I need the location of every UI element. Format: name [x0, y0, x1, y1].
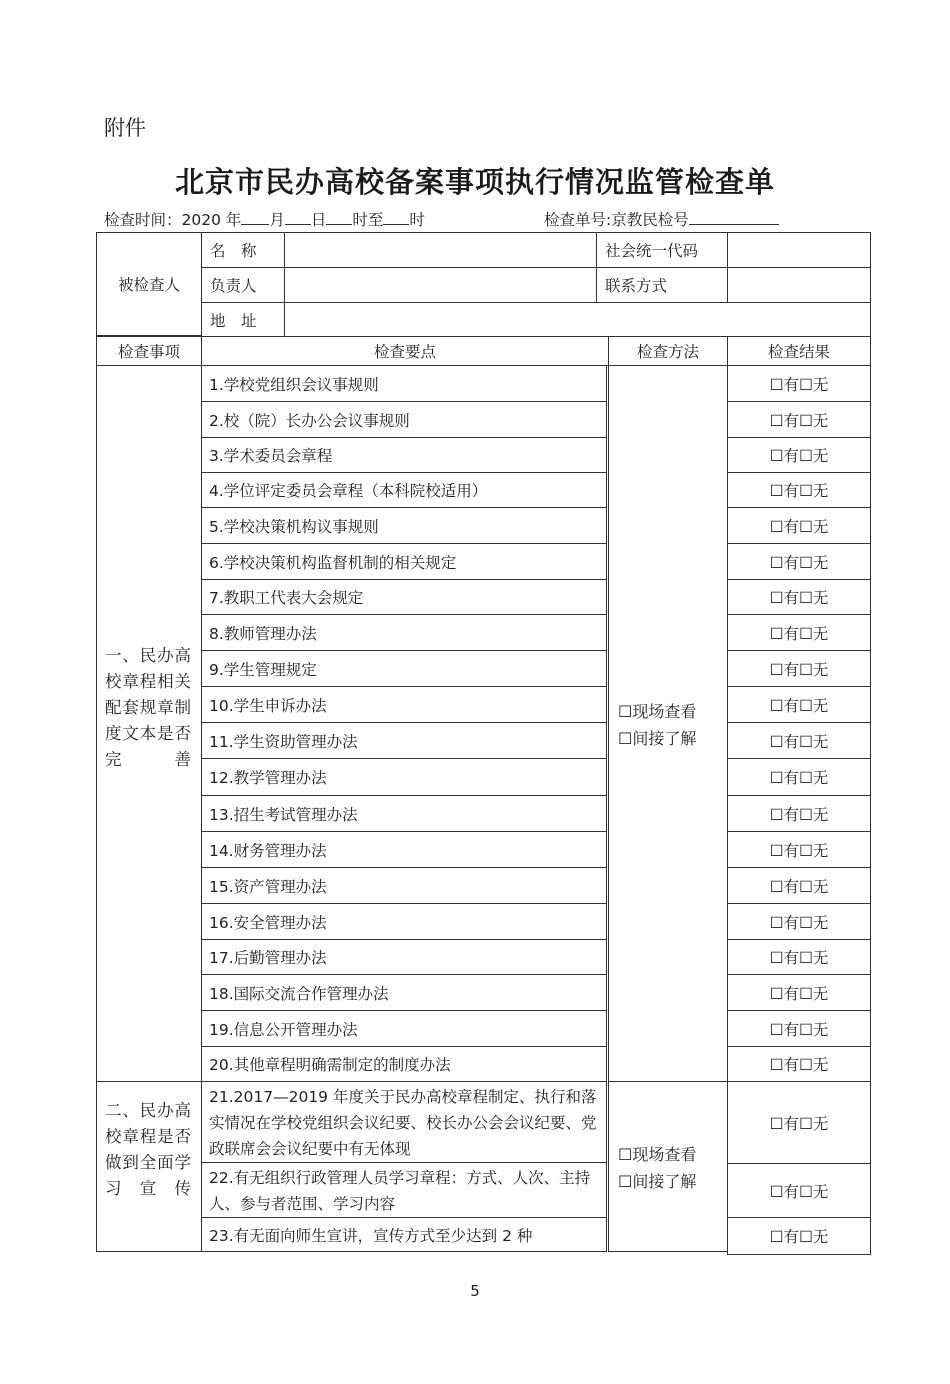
section1-method	[618, 698, 696, 752]
result-checkbox[interactable]: ☐有☐无	[727, 1217, 871, 1255]
result-checkbox[interactable]: ☐有☐无	[727, 472, 871, 508]
time-label: 检查时间：2020 年	[104, 211, 242, 229]
attachment-label: 附件	[104, 116, 146, 140]
result-checkbox[interactable]: ☐有☐无	[727, 650, 871, 687]
check-item: 4.学位评定委员会章程（本科院校适用）	[201, 472, 607, 508]
result-checkbox[interactable]: ☐有☐无	[727, 903, 871, 940]
check-item: 21.2017—2019 年度关于民办高校章程制定、执行和落实情况在学校党组织会议纪要、校长办公会会议纪要、党政联席会会议纪要中有无体现	[201, 1081, 607, 1163]
result-checkbox[interactable]: ☐有☐无	[727, 974, 871, 1011]
result-checkbox[interactable]: ☐有☐无	[727, 831, 871, 868]
page-number: 5	[470, 1282, 480, 1300]
section2-method	[618, 1141, 696, 1195]
check-item: 9.学生管理规定	[201, 650, 607, 687]
check-item: 22.有无组织行政管理人员学习章程：方式、人次、主持人、参与者范围、学习内容	[201, 1162, 607, 1218]
method-onsite-checkbox[interactable]: ☐现场查看	[618, 1145, 697, 1164]
result-checkbox[interactable]: ☐有☐无	[727, 543, 871, 580]
check-item: 13.招生考试管理办法	[201, 795, 607, 832]
check-item: 8.教师管理办法	[201, 614, 607, 651]
header-item: 检查事项	[96, 336, 202, 366]
result-checkbox[interactable]: ☐有☐无	[727, 437, 871, 473]
result-checkbox[interactable]: ☐有☐无	[727, 614, 871, 651]
result-checkbox[interactable]: ☐有☐无	[727, 1081, 871, 1164]
name-value	[284, 232, 597, 268]
contact-label: 联系方式	[596, 267, 728, 303]
result-checkbox[interactable]: ☐有☐无	[727, 507, 871, 544]
contact-value	[727, 267, 871, 303]
check-item: 11.学生资助管理办法	[201, 722, 607, 759]
check-item: 23.有无面向师生宣讲，宣传方式至少达到 2 种	[201, 1217, 607, 1252]
address-value	[284, 302, 871, 337]
check-item: 15.资产管理办法	[201, 867, 607, 904]
check-item: 7.教职工代表大会规定	[201, 579, 607, 615]
credit-code-value	[727, 232, 871, 268]
check-item: 17.后勤管理办法	[201, 939, 607, 975]
form-number-label: 检查单号:京教民检号	[544, 211, 689, 229]
check-item: 3.学术委员会章程	[201, 437, 607, 473]
header-points: 检查要点	[201, 336, 609, 366]
time-day: 日	[310, 211, 327, 229]
head-value	[284, 267, 597, 303]
check-item: 19.信息公开管理办法	[201, 1010, 607, 1047]
check-item: 18.国际交流合作管理办法	[201, 974, 607, 1011]
address-label: 地 址	[201, 302, 285, 337]
check-item: 10.学生申诉办法	[201, 686, 607, 723]
check-item: 1.学校党组织会议事规则	[201, 365, 607, 402]
result-checkbox[interactable]: ☐有☐无	[727, 795, 871, 832]
result-checkbox[interactable]: ☐有☐无	[727, 579, 871, 615]
time-month: 月	[269, 211, 285, 229]
result-checkbox[interactable]: ☐有☐无	[727, 1046, 871, 1082]
section2-label: 二、民办高校章程是否做到全面学习宣传	[105, 1101, 191, 1198]
name-label: 名 称	[201, 232, 285, 268]
method-onsite-checkbox[interactable]: ☐现场查看	[618, 702, 697, 721]
result-checkbox[interactable]: ☐有☐无	[727, 758, 871, 796]
method-indirect-checkbox[interactable]: ☐间接了解	[618, 1172, 697, 1191]
check-item: 14.财务管理办法	[201, 831, 607, 868]
check-item: 20.其他章程明确需制定的制度办法	[201, 1046, 607, 1082]
result-checkbox[interactable]: ☐有☐无	[727, 401, 871, 438]
head-label: 负责人	[201, 267, 285, 303]
result-checkbox[interactable]: ☐有☐无	[727, 686, 871, 723]
section1-label: 一、民办高校章程相关配套规章制度文本是否完善	[105, 646, 191, 769]
check-item: 5.学校决策机构议事规则	[201, 507, 607, 544]
inspectee-label: 被检查人	[96, 232, 202, 336]
form-number	[544, 208, 779, 230]
time-hour-from: 时至	[352, 211, 384, 229]
inspection-time	[104, 208, 425, 230]
check-item: 12.教学管理办法	[201, 758, 607, 796]
header-result: 检查结果	[727, 336, 871, 366]
check-item: 6.学校决策机构监督机制的相关规定	[201, 543, 607, 580]
result-checkbox[interactable]: ☐有☐无	[727, 1163, 871, 1218]
method-indirect-checkbox[interactable]: ☐间接了解	[618, 729, 697, 748]
header-method: 检查方法	[608, 336, 728, 366]
page-title: 北京市民办高校备案事项执行情况监管检查单	[174, 165, 775, 199]
check-item: 16.安全管理办法	[201, 903, 607, 940]
credit-code-label: 社会统一代码	[596, 232, 728, 268]
result-checkbox[interactable]: ☐有☐无	[727, 1010, 871, 1047]
result-checkbox[interactable]: ☐有☐无	[727, 939, 871, 975]
result-checkbox[interactable]: ☐有☐无	[727, 867, 871, 904]
time-hour-to: 时	[409, 211, 425, 229]
result-checkbox[interactable]: ☐有☐无	[727, 365, 871, 402]
check-item: 2.校（院）长办公会议事规则	[201, 401, 607, 438]
result-checkbox[interactable]: ☐有☐无	[727, 722, 871, 759]
